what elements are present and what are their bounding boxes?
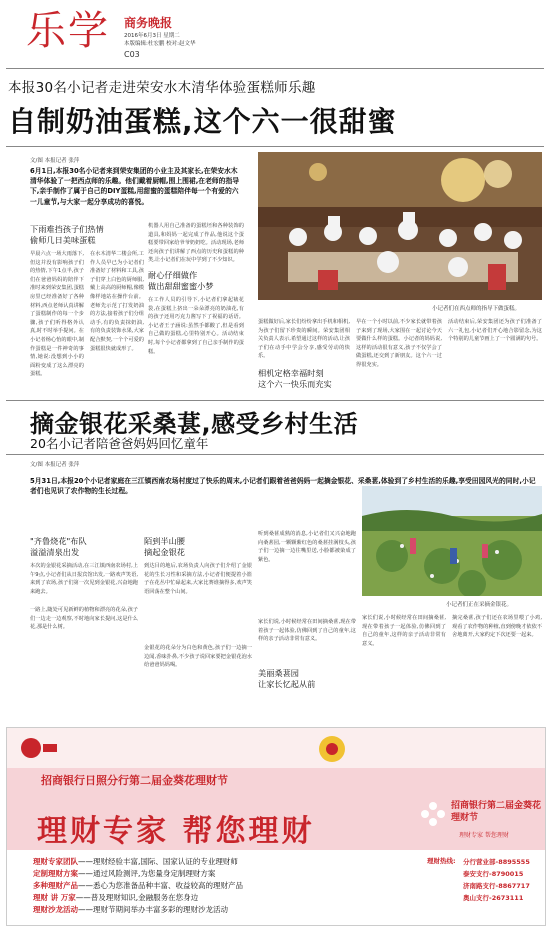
article2-col-2: 到达目的地后,农场负责人向孩子们介绍了金银花的生长习性和采摘方法,小记者们便提着小篮子在花丛中忙碌起来,大家比赛谁摘得多,欢声笑语回荡在整个山间。 (144, 563, 252, 595)
subhead-line: 美丽桑葚园 (258, 668, 299, 678)
ad-slogan: 理财专家 帮您理财 (37, 814, 315, 849)
article1-subhead-2 (148, 270, 214, 292)
ad-feature-label: 定制理财方案 (33, 869, 78, 878)
article2-col-1b: 一路上,随处可见新鲜的植物和漂亮的花朵,孩子们一边走一边观察,不时地向家长提问,这是什么花,那是什么树。 (30, 607, 138, 631)
ad-feature-text: ——通过风险测评,为您量身定制理财方案 (78, 869, 216, 878)
article1-headline: 自制奶油蛋糕,这个六一很甜蜜 (8, 105, 397, 138)
article1-col-1b: 在水木清华二楼会所,工作人员早已为小记者们准备好了材料和工具,孩子们穿上白色的厨师服,戴上高高的厨师帽,像模像样地站在操作台前。老师先示范了打发奶油的方法,接着孩子们分组动手,有的负责抹奶油,有的负责装饰水果,大家配合默契,一个个可爱的蛋糕很快就成形了。 (90, 251, 144, 352)
article1-col-4: 早在一个小时以前,不少家长就带着孩子来到了现场,大家围在一起讨论今天要做什么样的蛋糕。小记者的妈妈说,这样的活动很有意义,孩子不仅学会了做蛋糕,还交到了新朋友。这个六一过得很充实。 (356, 319, 442, 368)
article2-col-3b: 家长们说,小时候经常在田间摘桑葚,现在带着孩子一起体验,仿佛回到了自己的童年,这样的亲子活动非常有意义。 (258, 619, 356, 643)
subhead-line: "齐鲁烧花"布队 (30, 536, 87, 546)
bank-advertisement (6, 727, 546, 926)
ad-feature-text: ——悉心为您准备品种丰富、收益较高的理财产品 (78, 881, 243, 890)
ad-hotline: 分行营业部-8895555 (463, 858, 530, 866)
article2-lead: 5月31日,本报20个小记者家庭在三江镇西南农场村度过了快乐的周末,小记者们跟着爸爸妈妈一起摘金银花、采桑葚,体验到了乡村生活的乐趣,享受田园风光的同时,小记者们也见识了农作物的生长过程。 (30, 477, 536, 496)
ad-hotline: 奥山支行-2673111 (463, 894, 524, 902)
article2-col-3: 听到桑葚成熟的消息,小记者们又兴奋地跑向桑葚园,一颗颗紫红色的桑葚挂满枝头,孩子们一边摘一边往嘴里送,小脸都被染成了紫色。 (258, 531, 356, 563)
cake-class-photo-image (258, 152, 542, 300)
flower-picking-photo-image (362, 486, 542, 596)
bank-logo-icon (19, 736, 59, 760)
date-line: 2016年6月3日 星期二 (124, 33, 180, 39)
subhead-line: 让家长忆起从前 (258, 679, 316, 689)
issue-date (124, 32, 195, 48)
article1-col-2b: 在工作人员的引导下,小记者们拿起裱花袋,在蛋糕上挤出一朵朵漂亮的奶油花,有的孩子还用巧克力酱写下了祝福的话语。小记者王子涵说:虽然手都酸了,但是看到自己做的蛋糕,心里特别开心。活动结束时,每个小记者都拿到了自己亲手制作的蛋糕。 (148, 297, 244, 355)
ad-right-title: 招商银行第二届金葵花理财节 (451, 801, 542, 823)
ad-feature-text: ——理财经验丰富,国际、国家认证的专业理财师 (78, 857, 238, 866)
article1-rule (6, 146, 544, 147)
article1-lead: 6月1日,本报30名小记者来到荣安集团的小业主及其家长,在荣安水木清华体验了一把西点师的乐趣。他们戴着厨帽,围上围裙,在老师的指导下,亲手制作了属于自己的DIY蛋糕,用甜蜜的蛋糕陪伴每一个有爱的六一儿童节,与大家一起分享成功的喜悦。 (30, 167, 240, 206)
article1-col-1: 早晨六点一场大雨落下,但这并没有影响孩子们的热情,下午1点半,孩子们在爸爸妈妈的陪伴下准时来到荣安集团,蛋糕房里已经准备好了各种材料,西点老师认真讲解了蛋糕制作的每一个步骤,孩子们听得格外认真,时不时举手提问。在小记者杨心怡的眼中,制作蛋糕是一件神奇的事情,她说:没想到小小的面粉变成了这么漂亮的蛋糕。 (30, 251, 84, 378)
ad-feature-line (33, 880, 243, 891)
ad-feature-label: 多种理财产品 (33, 881, 78, 890)
article1-byline: 文/图 本报记者 张萍 (30, 158, 80, 164)
newspaper-logo: 商务晚报 (124, 16, 173, 30)
flower-picking-photo (362, 486, 542, 596)
ad-feature-label: 理财专家团队 (33, 857, 78, 866)
article2-headline: 摘金银花采桑葚,感受乡村生活 (30, 410, 359, 438)
ad-hotline: 泰安支行-8790015 (463, 870, 524, 878)
article2-subhead-1 (30, 536, 87, 558)
ad-top-title: 招商银行日照分行第二届金葵花理财节 (41, 774, 228, 787)
subhead-line: 偷师几日美味蛋糕 (30, 235, 96, 245)
ad-feature-label: 理财沙龙活动 (33, 905, 78, 914)
article2-col-4: 家长们说,小时候经常在田间摘桑葚,现在带着孩子一起体验,仿佛回到了自己的童年,这样的亲子活动非常有意义。 (362, 615, 446, 647)
article2-col-5: 摘完桑葚,孩子们还在农场里喂了小鸡,观看了农作物的种植,直到傍晚才依依不舍地离开,大家约定下次还要一起来。 (452, 615, 542, 639)
article1-col-2: 机器人用自己准备的蛋糕坯和各种装饰的道具,和妈妈一起完成了作品,他说这个蛋糕要带回家给爷爷奶奶吃。活动现场,老师还向孩子们讲解了西点的历史和蛋糕的种类,让小记者们在玩中学到了不少知识。 (148, 223, 244, 264)
subhead-line: 陌到半山腰 (144, 536, 185, 546)
article2-subhead-3 (258, 668, 315, 690)
article1-subhead-1 (30, 224, 104, 246)
ad-feature-line (33, 904, 228, 915)
flower-emblem-icon (419, 800, 447, 828)
ad-feature-line (33, 892, 198, 903)
article2-subhead-2 (144, 536, 185, 558)
ad-top-strip (7, 728, 545, 768)
article2-rule (6, 454, 544, 455)
article-divider (6, 400, 544, 401)
ad-feature-line (33, 856, 238, 867)
article1-photo-caption: 小记者们在西点师的指导下做蛋糕。 (432, 306, 521, 312)
article1-col-3: 蛋糕做好后,家长们纷纷拿出手机和相机,为孩子们留下珍贵的瞬间。荣安集团相关负责人表示,希望通过这样的活动,让孩子们在动手中学会分享,感受劳动的快乐。 (258, 319, 350, 360)
page-number: C03 (124, 50, 140, 59)
ad-hotline-label: 理财热线: (427, 857, 456, 865)
subhead-line: 相机定格幸福时刻 (258, 368, 324, 378)
sunflower-icon (317, 734, 347, 764)
ad-feature-text: ——普及理财知识,金融服务在您身边 (75, 893, 199, 902)
subhead-line: 下雨难挡孩子们热情 (30, 224, 104, 234)
subhead-line: 摘起金银花 (144, 547, 185, 557)
cake-class-photo (258, 152, 542, 300)
editor-line: 本版编辑:杜宏鹏 校对:赵文华 (124, 41, 196, 47)
section-title: 乐学 (26, 8, 110, 54)
article2-photo-caption: 小记者们正在采摘金银花。 (446, 602, 513, 608)
ad-feature-text: ——理财节期间举办丰富多彩的理财沙龙活动 (78, 905, 228, 914)
article2-byline: 文/图 本报记者 张萍 (30, 462, 80, 468)
subhead-line: 耐心仔细做作 (148, 270, 198, 280)
subhead-line: 这个六一快乐而充实 (258, 379, 332, 389)
article1-subhead-3 (258, 368, 332, 390)
header-rule (6, 68, 544, 69)
article1-kicker: 本报30名小记者走进荣安水木清华体验蛋糕师乐趣 (8, 80, 316, 96)
article2-col-2b: 金银花的花朵分为白色和黄色,孩子们一边摘一边闻,香味扑鼻,不少孩子说回家要把金银花泡水给爸爸妈妈喝。 (144, 645, 252, 669)
ad-hotline-list (463, 856, 530, 904)
ad-right-sub: 理财专家 帮您理财 (459, 832, 509, 839)
article2-subtitle: 20名小记者陪爸爸妈妈回忆童年 (30, 436, 209, 451)
article1-col-5: 活动结束后,荣安集团还为孩子们准备了六一礼包,小记者们开心地合影留念,为这个特别的儿童节画上了一个圆满的句号。 (448, 319, 542, 343)
ad-feature-line (33, 868, 215, 879)
ad-feature-label: 理财 讲 万家 (33, 893, 76, 902)
subhead-line: 做出甜甜蜜蜜小梦 (148, 281, 214, 291)
article2-col-1: 本次的金银花采摘活动,在三江镇西南农场村,上午9点,小记者们从日报宾馆出发,一路欢声笑语,来到了农场,孩子们第一次见到金银花,兴奋地跑来跑去。 (30, 563, 138, 595)
subhead-line: 溢溢清泉出发 (30, 547, 80, 557)
ad-hotline: 济南路支行-8867717 (463, 882, 530, 890)
